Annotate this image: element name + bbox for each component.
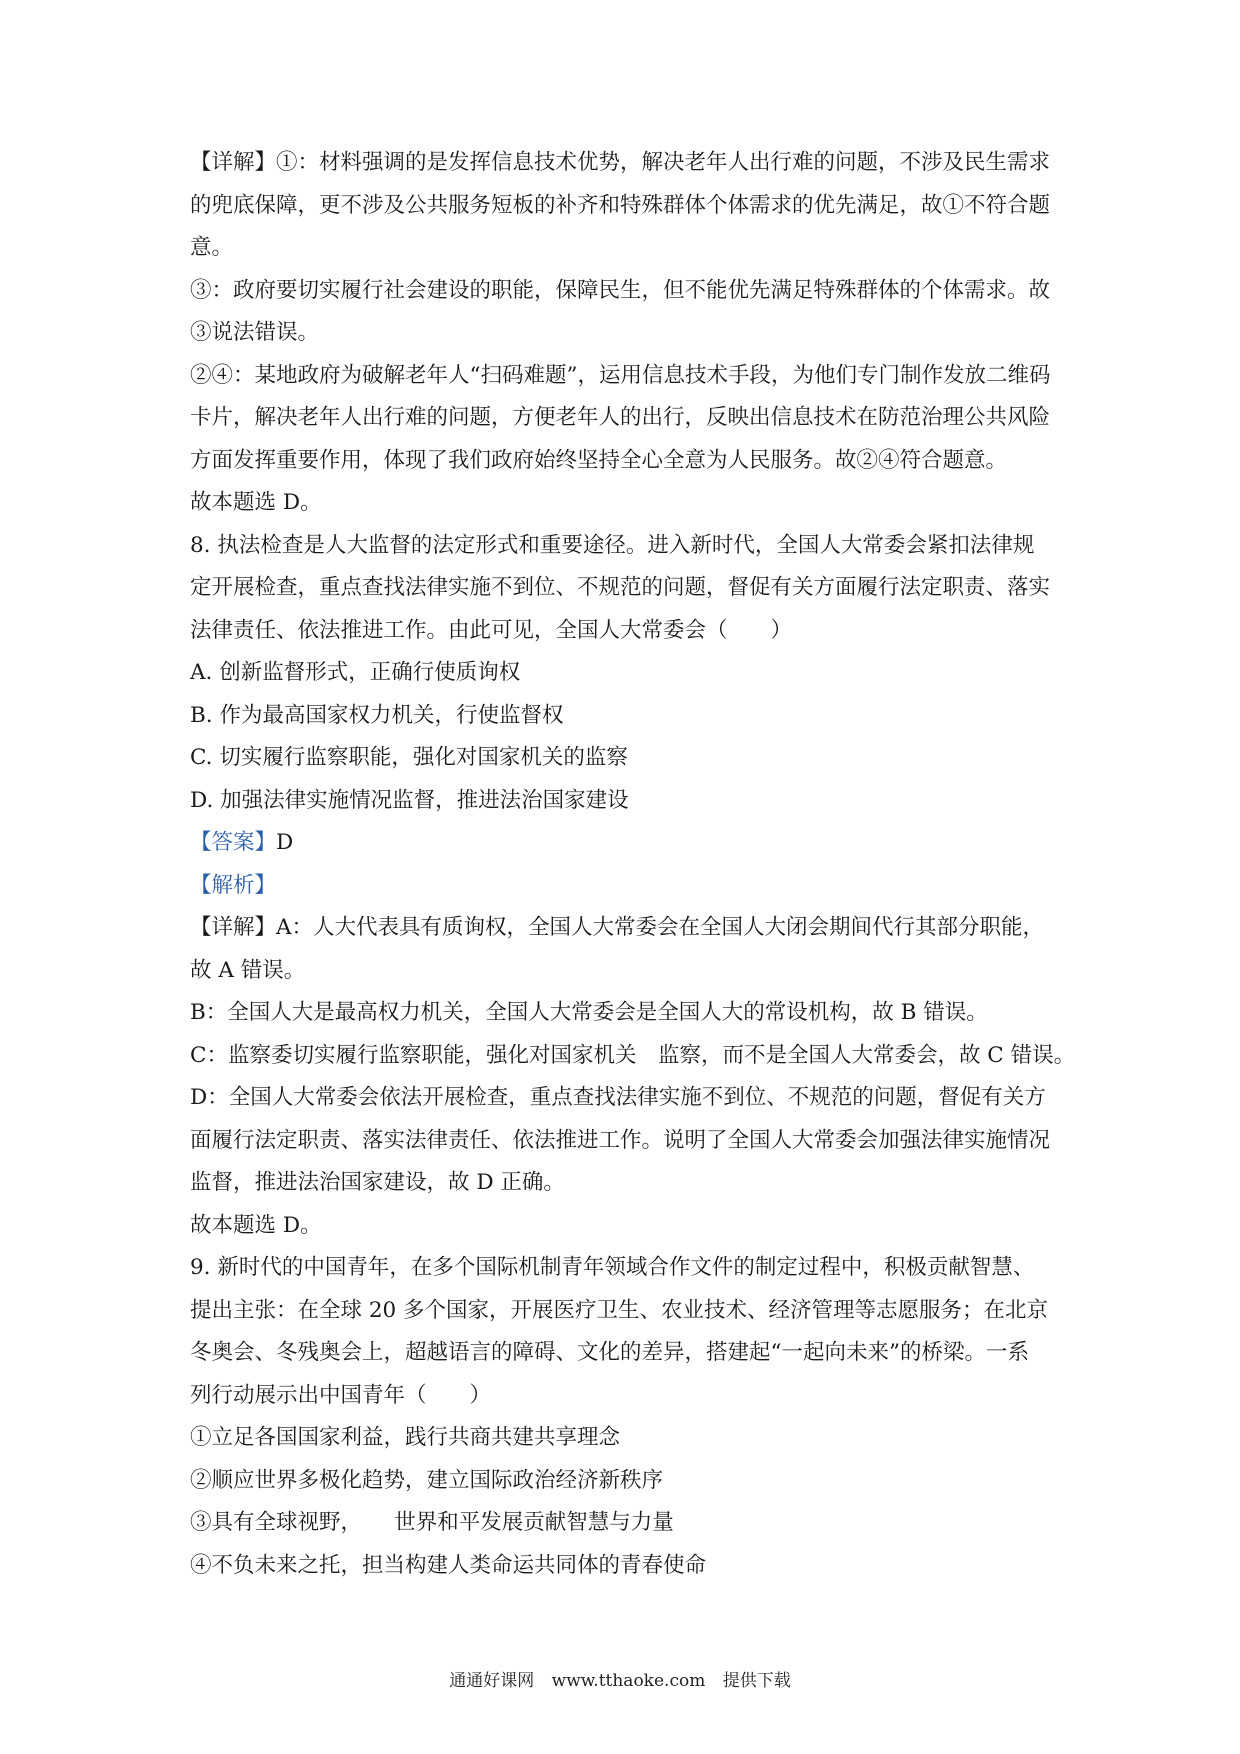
answer-label: 【答案】 — [190, 830, 277, 855]
text-line: 冬奥会、冬残奥会上，超越语言的障碍、文化的差异，搭建起“一起向未来”的桥梁。一系 — [190, 1340, 1029, 1365]
text-line: 方面发挥重要作用，体现了我们政府始终坚持全心全意为人民服务。故②④符合题意。 — [190, 447, 1008, 473]
text-line: 法律责任、依法推进工作。由此可见，全国人大常委会（ ） — [190, 617, 793, 643]
text-line: 故 A 错误。 — [190, 957, 306, 983]
text-line: 卡片，解决老年人出行难的问题，方便老年人的出行，反映出信息技术在防范治理公共风险 — [190, 405, 1051, 430]
text-line: 面履行法定职责、落实法律责任、依法推进工作。说明了全国人大常委会加强法律实施情况 — [190, 1127, 1051, 1153]
footer-note: 提供下载 — [722, 1671, 791, 1691]
question-8-stem: 8. 执法检查是人大监督的法定形式和重要途径。进入新时代，全国人大常委会紧扣法律规 — [190, 532, 1035, 558]
text-line: 提出主张：在全球 20 多个国家，开展医疗卫生、农业技术、经济管理等志愿服务；在北京 — [190, 1297, 1049, 1323]
text-line: 定开展检查，重点查找法律实施不到位、不规范的问题，督促有关方面履行法定职责、落实 — [190, 575, 1051, 600]
text-line: 【详解】A：人大代表具有质询权，全国人大常委会在全国人大闭会期间代行其部分职能， — [190, 915, 1045, 940]
text-line: ③说法错误。 — [190, 320, 320, 345]
text-line: D：全国人大常委会依法开展检查，重点查找法律实施不到位、不规范的问题，督促有关方 — [190, 1085, 1046, 1110]
option-2: ②顺应世界多极化趋势，建立国际政治经济新秩序 — [190, 1467, 664, 1493]
text-line: 列行动展示出中国青年（ ） — [190, 1382, 492, 1408]
question-9-stem: 9. 新时代的中国青年，在多个国际机制青年领域合作文件的制定过程中，积极贡献智慧、 — [190, 1255, 1035, 1280]
text-line: ③：政府要切实履行社会建设的职能，保障民生，但不能优先满足特殊群体的个体需求。故 — [190, 277, 1051, 303]
text-line: 【详解】①：材料强调的是发挥信息技术优势，解决老年人出行难的问题，不涉及民生需求 — [190, 150, 1051, 175]
option-b: B. 作为最高国家权力机关，行使监督权 — [190, 702, 564, 728]
answer-line — [190, 822, 1060, 865]
option-c: C. 切实履行监察职能，强化对国家机关的监察 — [190, 745, 628, 770]
text-line: 监督，推进法治国家建设，故 D 正确。 — [190, 1170, 565, 1195]
option-4: ④不负未来之托，担当构建人类命运共同体的青春使命 — [190, 1552, 707, 1578]
text-line: B：全国人大是最高权力机关，全国人大常委会是全国人大的常设机构，故 B 错误。 — [190, 1000, 988, 1025]
footer-site-name: 通通好课网 — [449, 1671, 535, 1691]
option-a: A. 创新监督形式，正确行使质询权 — [190, 660, 521, 685]
document-body — [190, 142, 1076, 1587]
text-line: 意。 — [190, 235, 234, 260]
answer-value: D — [276, 830, 294, 855]
page-footer — [0, 1666, 1240, 1691]
text-line: ②④：某地政府为破解老年人“扫码难题”，运用信息技术手段，为他们专门制作发放二维码 — [190, 362, 1051, 388]
option-3: ③具有全球视野， 世界和平发展贡献智慧与力量 — [190, 1510, 674, 1535]
option-1: ①立足各国国家利益，践行共商共建共享理念 — [190, 1425, 621, 1450]
text-line: C：监察委切实履行监察职能，强化对国家机关 监察，而不是全国人大常委会，故 C 错误。 — [190, 1042, 1076, 1068]
text-line: 的兜底保障，更不涉及公共服务短板的补齐和特殊群体个体需求的优先满足，故①不符合题 — [190, 192, 1051, 218]
footer-url: www.tthaoke.com — [551, 1671, 706, 1691]
analysis-label: 【解析】 — [190, 872, 277, 898]
text-line: 故本题选 D。 — [190, 1212, 322, 1238]
option-d: D. 加强法律实施情况监督，推进法治国家建设 — [190, 787, 629, 813]
text-line: 故本题选 D。 — [190, 490, 322, 515]
